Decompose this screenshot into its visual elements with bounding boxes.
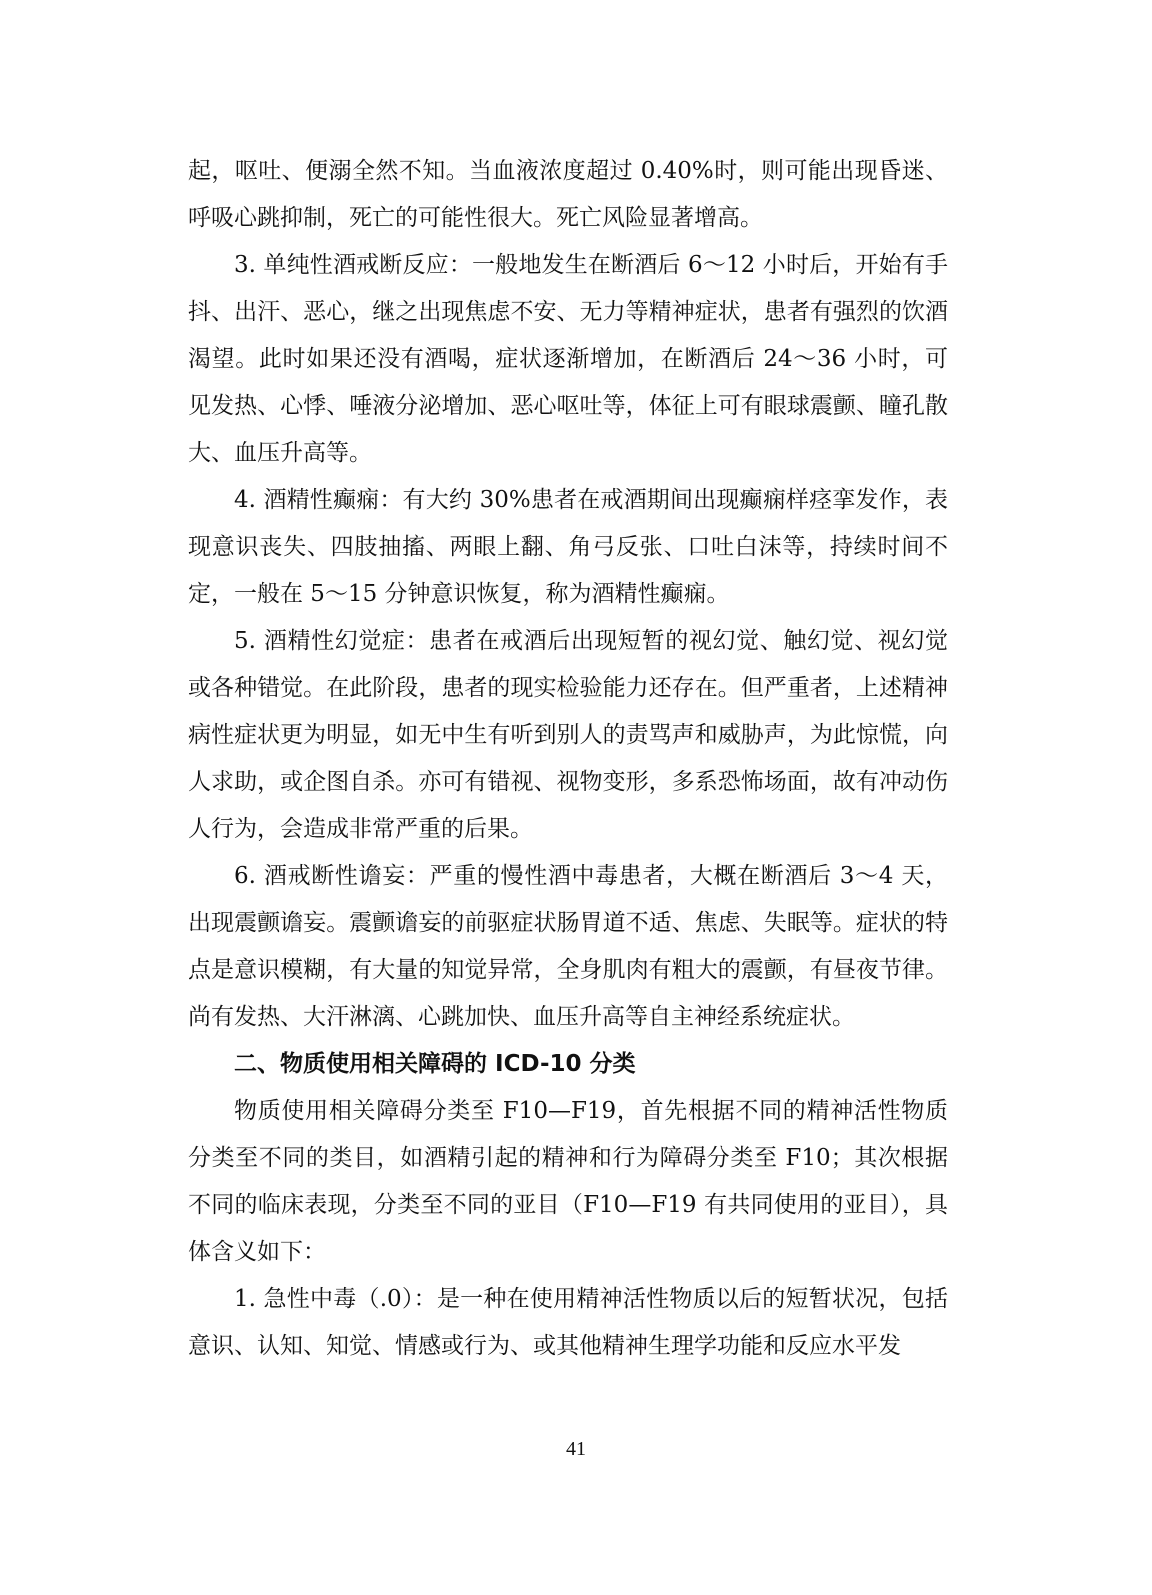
section-heading: 二、物质使用相关障碍的 ICD-10 分类 [234,1051,636,1077]
paragraph-acute-intoxication: 1. 急性中毒（.0）：是一种在使用精神活性物质以后的短暂状况，包括意识、认知、知觉、情感或行为、或其他精神生理学功能和反应水平发 [188,1286,948,1359]
paragraph-alcoholic-epilepsy: 4. 酒精性癫痫：有大约 30%患者在戒酒期间出现癫痫样痉挛发作，表现意识丧失、四肢抽搐、两眼上翻、角弓反张、口吐白沫等，持续时间不定，一般在 5～15 分钟意识恢复，称为酒精性癫痫。 [188,487,948,607]
paragraph-simple-withdrawal: 3. 单纯性酒戒断反应：一般地发生在断酒后 6～12 小时后，开始有手抖、出汗、恶心，继之出现焦虑不安、无力等精神症状，患者有强烈的饮酒渴望。此时如果还没有酒喝，症状逐渐增加，在断酒后 24～36 小时，可见发热、心悸、唾液分泌增加、恶心呕吐等，体征上可有眼球震颤、瞳孔散大、血压升高等。 [188,252,948,466]
paragraph-classification-intro: 物质使用相关障碍分类至 F10—F19，首先根据不同的精神活性物质分类至不同的类目，如酒精引起的精神和行为障碍分类至 F10；其次根据不同的临床表现，分类至不同的亚目（F10—F19 有共同使用的亚目），具体含义如下： [188,1098,948,1265]
page-number: 41 [566,1438,586,1460]
paragraph-alcoholic-hallucinosis: 5. 酒精性幻觉症：患者在戒酒后出现短暂的视幻觉、触幻觉、视幻觉或各种错觉。在此阶段，患者的现实检验能力还存在。但严重者，上述精神病性症状更为明显，如无中生有听到别人的责骂声和威胁声，为此惊慌，向人求助，或企图自杀。亦可有错视、视物变形，多系恐怖场面，故有冲动伤人行为，会造成非常严重的后果。 [188,628,948,842]
paragraph-continuation: 起，呕吐、便溺全然不知。当血液浓度超过 0.40%时，则可能出现昏迷、呼吸心跳抑制，死亡的可能性很大。死亡风险显著增高。 [188,158,948,231]
paragraph-withdrawal-delirium: 6. 酒戒断性谵妄：严重的慢性酒中毒患者，大概在断酒后 3～4 天，出现震颤谵妄。震颤谵妄的前驱症状肠胃道不适、焦虑、失眠等。症状的特点是意识模糊，有大量的知觉异常，全身肌肉有粗大的震颤，有昼夜节律。尚有发热、大汗淋漓、心跳加快、血压升高等自主神经系统症状。 [188,863,948,1030]
body-text [188,148,948,1370]
